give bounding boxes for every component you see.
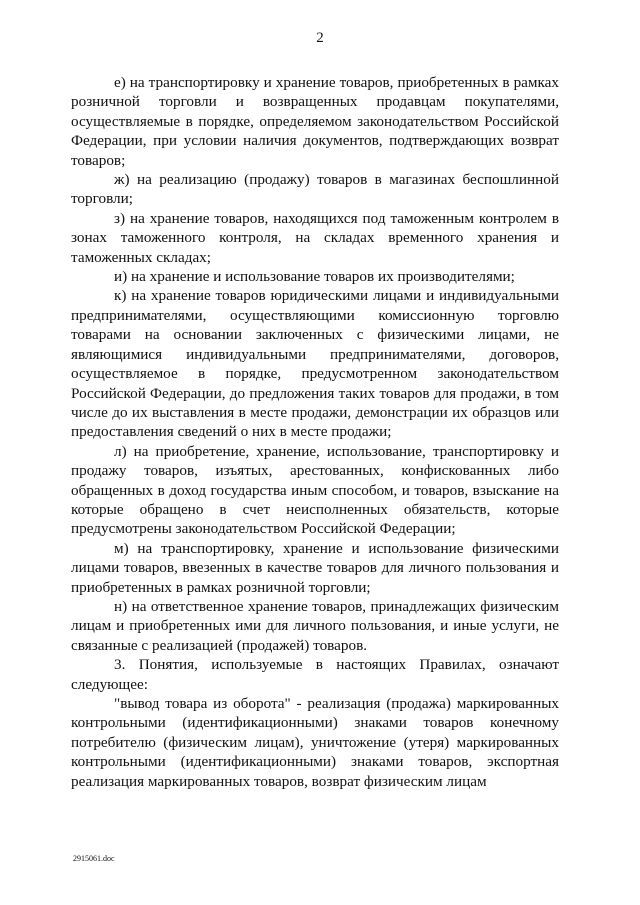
- paragraph-zh: ж) на реализацию (продажу) товаров в магазинах беспошлинной торговли;: [71, 171, 559, 208]
- paragraph-i: и) на хранение и использование товаров их производителями;: [114, 268, 515, 286]
- paragraph-e: е) на транспортировку и хранение товаров, приобретенных в рамках розничной торговли и возвращенных продавцам покупателями, осуществляемые в порядке, определяемом законодательством Российской Федерации, при условии наличия документов, подтверждающих возврат товаров;: [71, 74, 559, 169]
- paragraph-l: л) на приобретение, хранение, использование, транспортировку и продажу товаров, изъятых, арестованных, конфискованных либо обращенных в доход государства иным способом, и товаров, взыскание на которые обращено в счет неисполненных обязательств, которые предусмотрены законодательством Российской Федерации;: [71, 442, 559, 538]
- document-body: [71, 73, 559, 791]
- paragraph-definition: "вывод товара из оборота" - реализация (продажа) маркированных контрольными (идентификационными) знаками товаров конечному потребителю (физическим лицам), уничтожение (утеря) маркированных контрольными (идентификационными) знаками товаров, экспортная реализация маркированных товаров, возврат физическим лицам: [71, 695, 559, 790]
- page-number: 2: [316, 30, 324, 46]
- paragraph-m: м) на транспортировку, хранение и использование физическими лицами товаров, ввезенных в качестве товаров для личного пользования и приобретенных в рамках розничной торговли;: [71, 539, 559, 596]
- paragraph-n: н) на ответственное хранение товаров, принадлежащих физическим лицам и приобретенных ими для личного пользования, и иные услуги, не связанные с реализацией (продажей) товаров.: [71, 597, 559, 654]
- paragraph-k: к) на хранение товаров юридическими лицами и индивидуальными предпринимателями, осуществляющими комиссионную торговлю товарами на основании заключенных с физическими лицами, не являющимися индивидуальными предпринимателями, договоров, осуществляемое в порядке, предусмотренном законодательством Российской Федерации, до предложения таких товаров для продажи, в том числе до их выставления в месте продажи, демонстрации их образцов или предоставления сведений о них в месте продажи;: [71, 287, 559, 441]
- paragraph-section-3: 3. Понятия, используемые в настоящих Правилах, означают следующее:: [71, 656, 559, 693]
- document-file-code: 2915061.doc: [73, 854, 115, 863]
- paragraph-z: з) на хранение товаров, находящихся под таможенным контролем в зонах таможенного контроля, на складах временного хранения и таможенных складах;: [71, 209, 559, 266]
